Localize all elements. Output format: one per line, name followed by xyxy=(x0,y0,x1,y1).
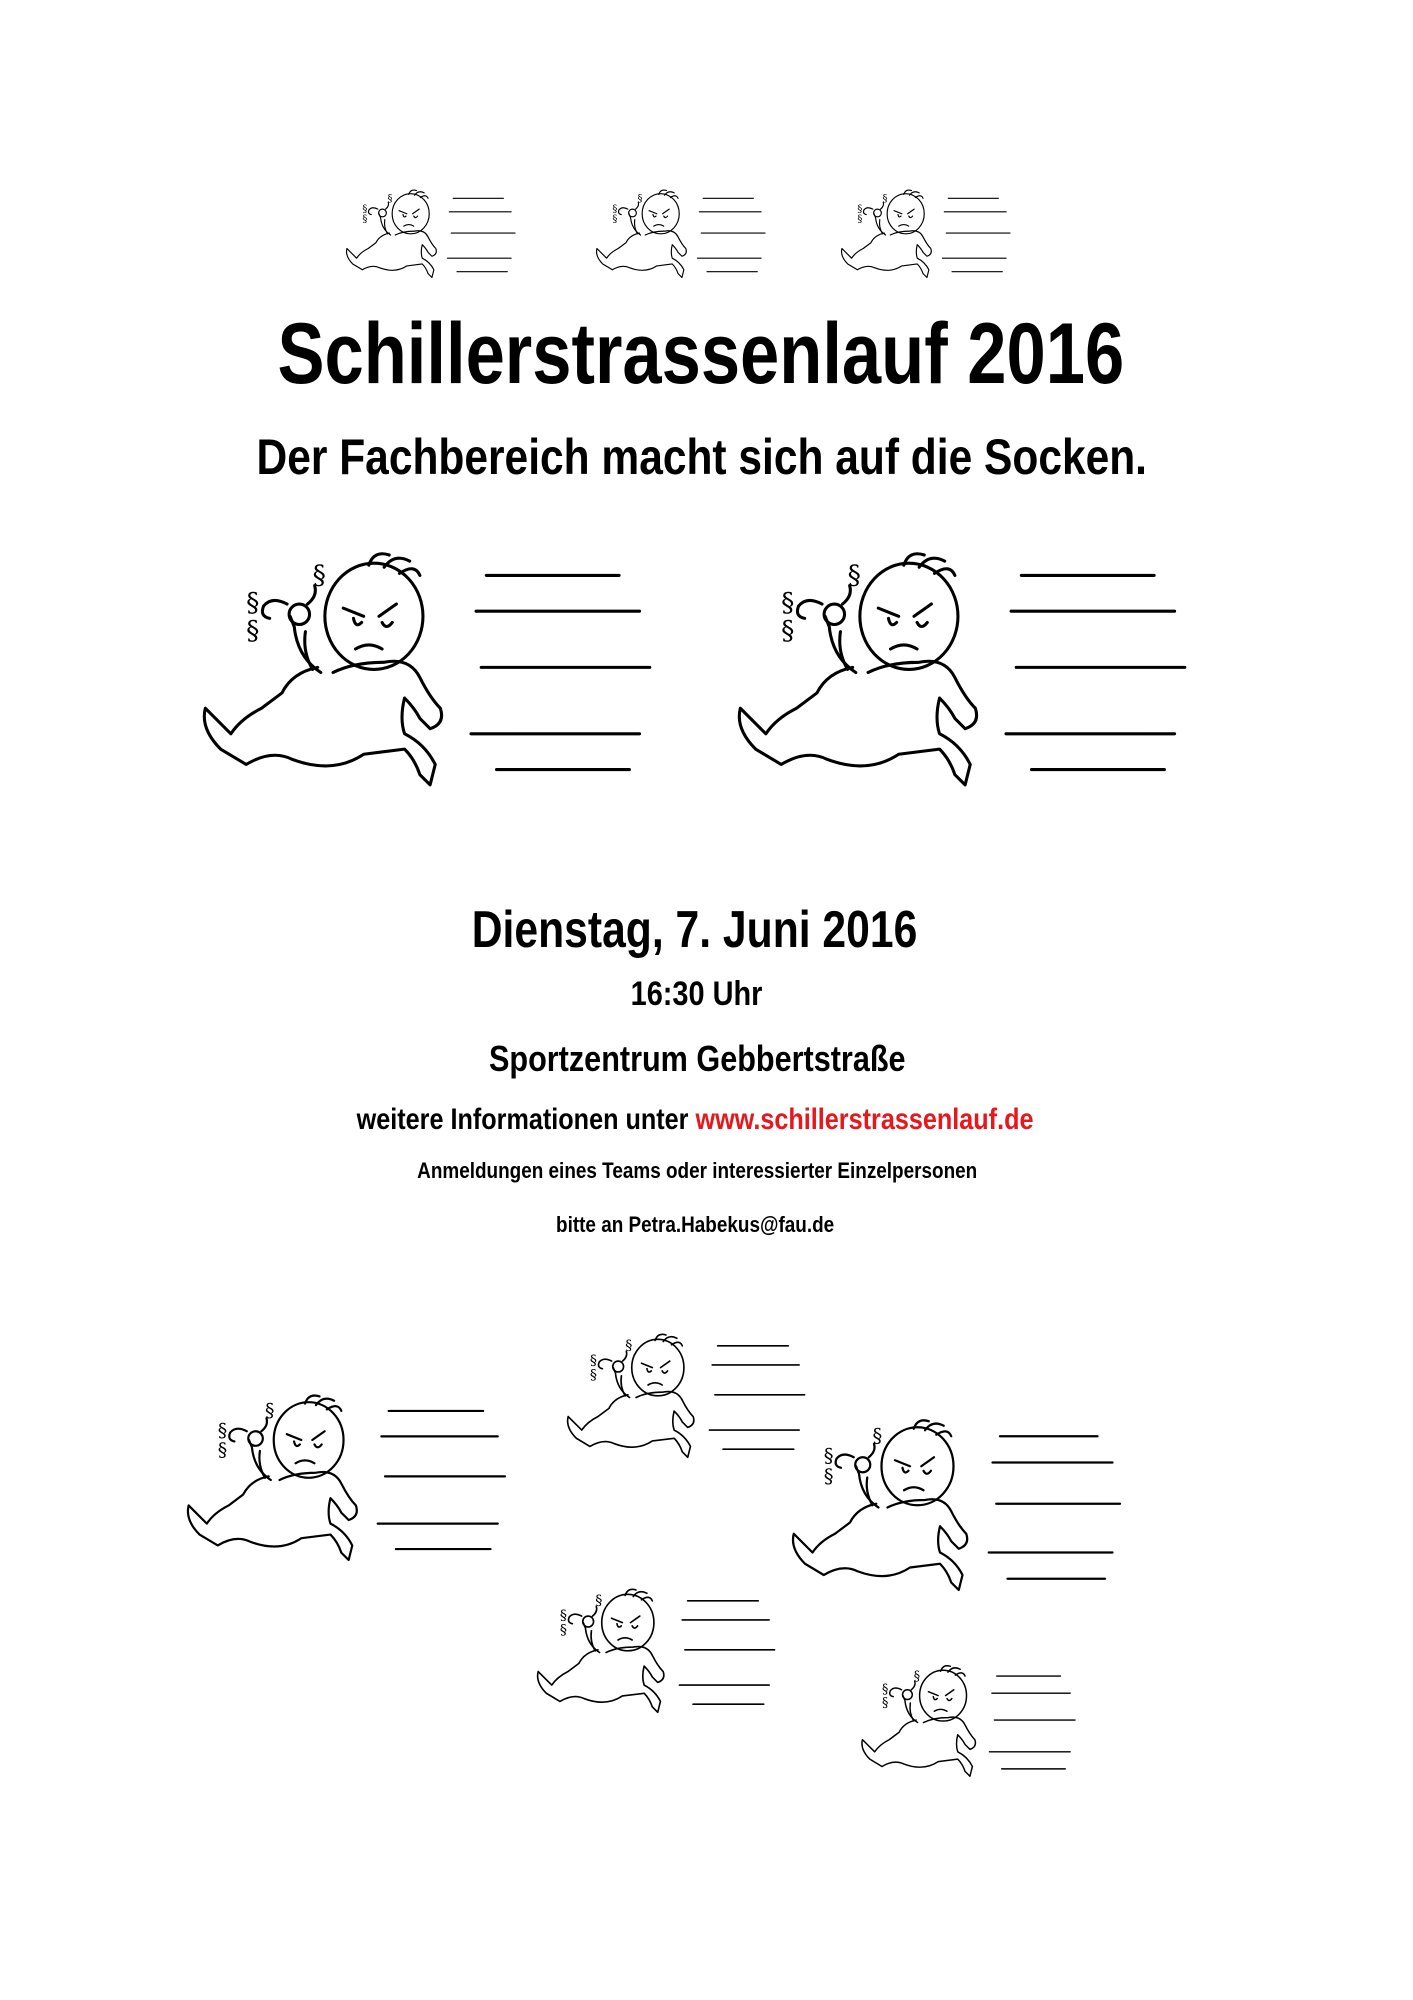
registration-note: Anmeldungen eines Teams oder interessierter Einzelpersonen xyxy=(417,1158,978,1183)
event-venue: Sportzentrum Gebbertstraße xyxy=(488,1038,906,1079)
running-paragraph-man-icon xyxy=(595,190,765,280)
poster-title: Schillerstrassenlauf 2016 xyxy=(277,306,1125,402)
info-line xyxy=(102,1103,1289,1137)
running-paragraph-man-icon xyxy=(840,190,1010,280)
contact-email: bitte an Petra.Habekus@fau.de xyxy=(556,1212,835,1237)
poster-subtitle: Der Fachbereich macht sich auf die Socken. xyxy=(256,429,1148,485)
info-prefix: weitere Informationen unter xyxy=(356,1103,696,1136)
running-paragraph-man-icon xyxy=(735,555,1185,790)
running-paragraph-man-icon xyxy=(790,1420,1120,1595)
running-paragraph-man-icon xyxy=(185,1395,505,1565)
event-date: Dienstag, 7. Juni 2016 xyxy=(471,901,918,959)
running-paragraph-man-icon xyxy=(535,1590,775,1715)
running-paragraph-man-icon xyxy=(860,1665,1075,1780)
running-paragraph-man-icon xyxy=(200,555,650,790)
running-paragraph-man-icon xyxy=(565,1335,805,1460)
website-link[interactable]: www.schillerstrassenlauf.de xyxy=(695,1103,1034,1136)
event-time: 16:30 Uhr xyxy=(630,975,763,1013)
running-paragraph-man-icon xyxy=(345,190,515,280)
